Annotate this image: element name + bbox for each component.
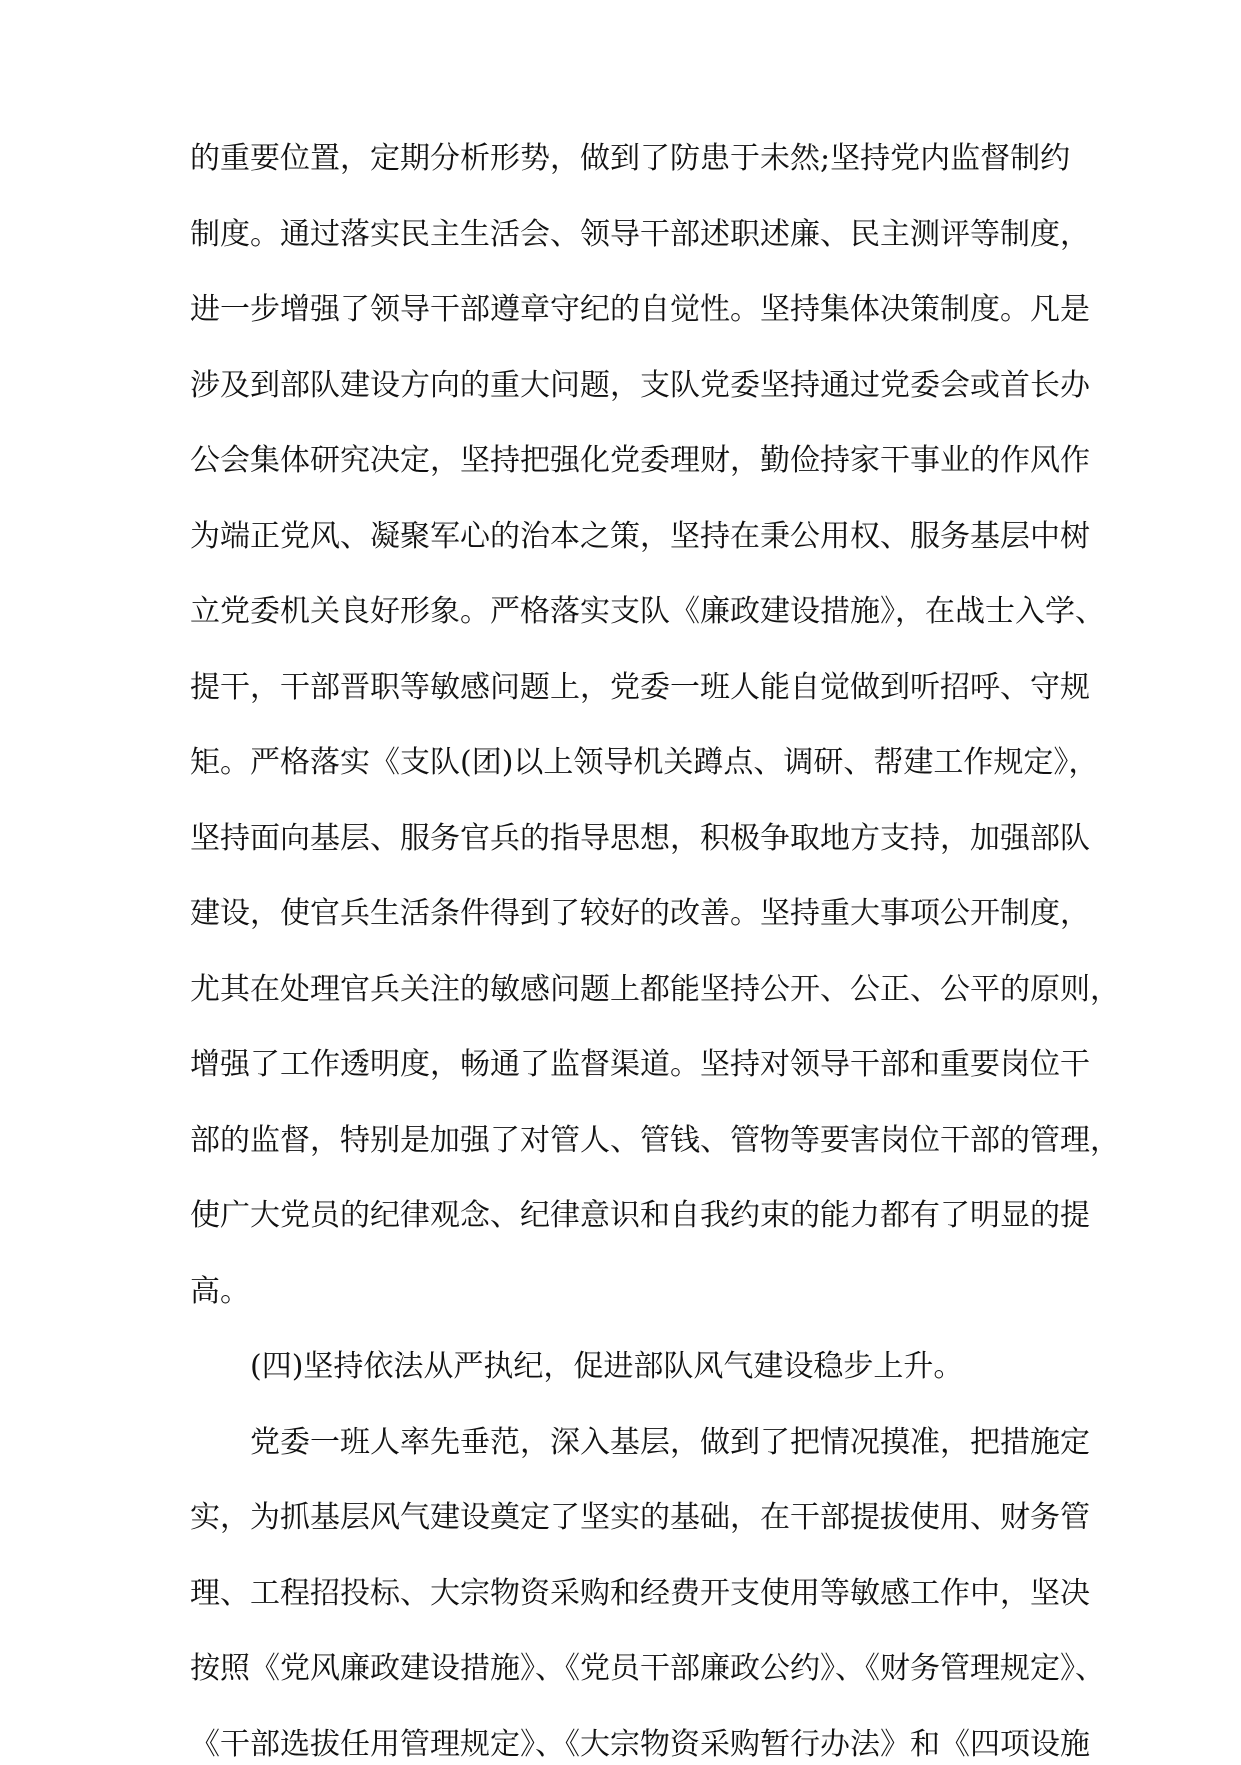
text-line: 理、工程招投标、大宗物资采购和经费开支使用等敏感工作中，坚决 <box>190 1575 1090 1611</box>
text-line: 进一步增强了领导干部遵章守纪的自觉性。坚持集体决策制度。凡是 <box>190 292 1090 327</box>
text-line: 公会集体研究决定，坚持把强化党委理财，勤俭持家干事业的作风作 <box>190 443 1090 478</box>
section-heading: (四)坚持依法从严执纪，促进部队风气建设稳步上升。 <box>250 1349 964 1384</box>
text-line: 建设，使官兵生活条件得到了较好的改善。坚持重大事项公开制度， <box>190 896 1090 931</box>
text-line: 实，为抓基层风气建设奠定了坚实的基础，在干部提拔使用、财务管 <box>190 1500 1090 1535</box>
text-line: 部的监督，特别是加强了对管人、管钱、管物等要害岗位干部的管理， <box>190 1122 1120 1158</box>
text-line: 坚持面向基层、服务官兵的指导思想，积极争取地方支持，加强部队 <box>190 820 1090 856</box>
text-line: 尤其在处理官兵关注的敏感问题上都能坚持公开、公正、公平的原则， <box>190 971 1120 1007</box>
text-line: 使广大党员的纪律观念、纪律意识和自我约束的能力都有了明显的提 <box>190 1198 1090 1233</box>
text-line: 增强了工作透明度，畅通了监督渠道。坚持对领导干部和重要岗位干 <box>190 1047 1090 1082</box>
text-line: 制度。通过落实民主生活会、领导干部述职述廉、民主测评等制度， <box>190 216 1090 252</box>
text-line: 按照《党风廉政建设措施》、《党员干部廉政公约》、《财务管理规定》、 <box>190 1651 1105 1686</box>
text-line: 立党委机关良好形象。严格落实支队《廉政建设措施》，在战士入学、 <box>190 594 1105 629</box>
text-line: 涉及到部队建设方向的重大问题，支队党委坚持通过党委会或首长办 <box>190 367 1090 403</box>
text-line: 的重要位置，定期分析形势，做到了防患于未然;坚持党内监督制约 <box>190 141 1071 176</box>
text-line: 高。 <box>190 1273 250 1309</box>
text-line: 矩。严格落实《支队(团)以上领导机关蹲点、调研、帮建工作规定》， <box>190 745 1099 780</box>
text-line: 为端正党风、凝聚军心的治本之策，坚持在秉公用权、服务基层中树 <box>190 518 1090 554</box>
text-line: 提干，干部晋职等敏感问题上，党委一班人能自觉做到听招呼、守规 <box>190 669 1090 705</box>
text-line: 《干部选拔任用管理规定》、《大宗物资采购暂行办法》和《四项设施 <box>190 1726 1090 1762</box>
text-line: 党委一班人率先垂范，深入基层，做到了把情况摸准，把措施定 <box>250 1424 1090 1460</box>
